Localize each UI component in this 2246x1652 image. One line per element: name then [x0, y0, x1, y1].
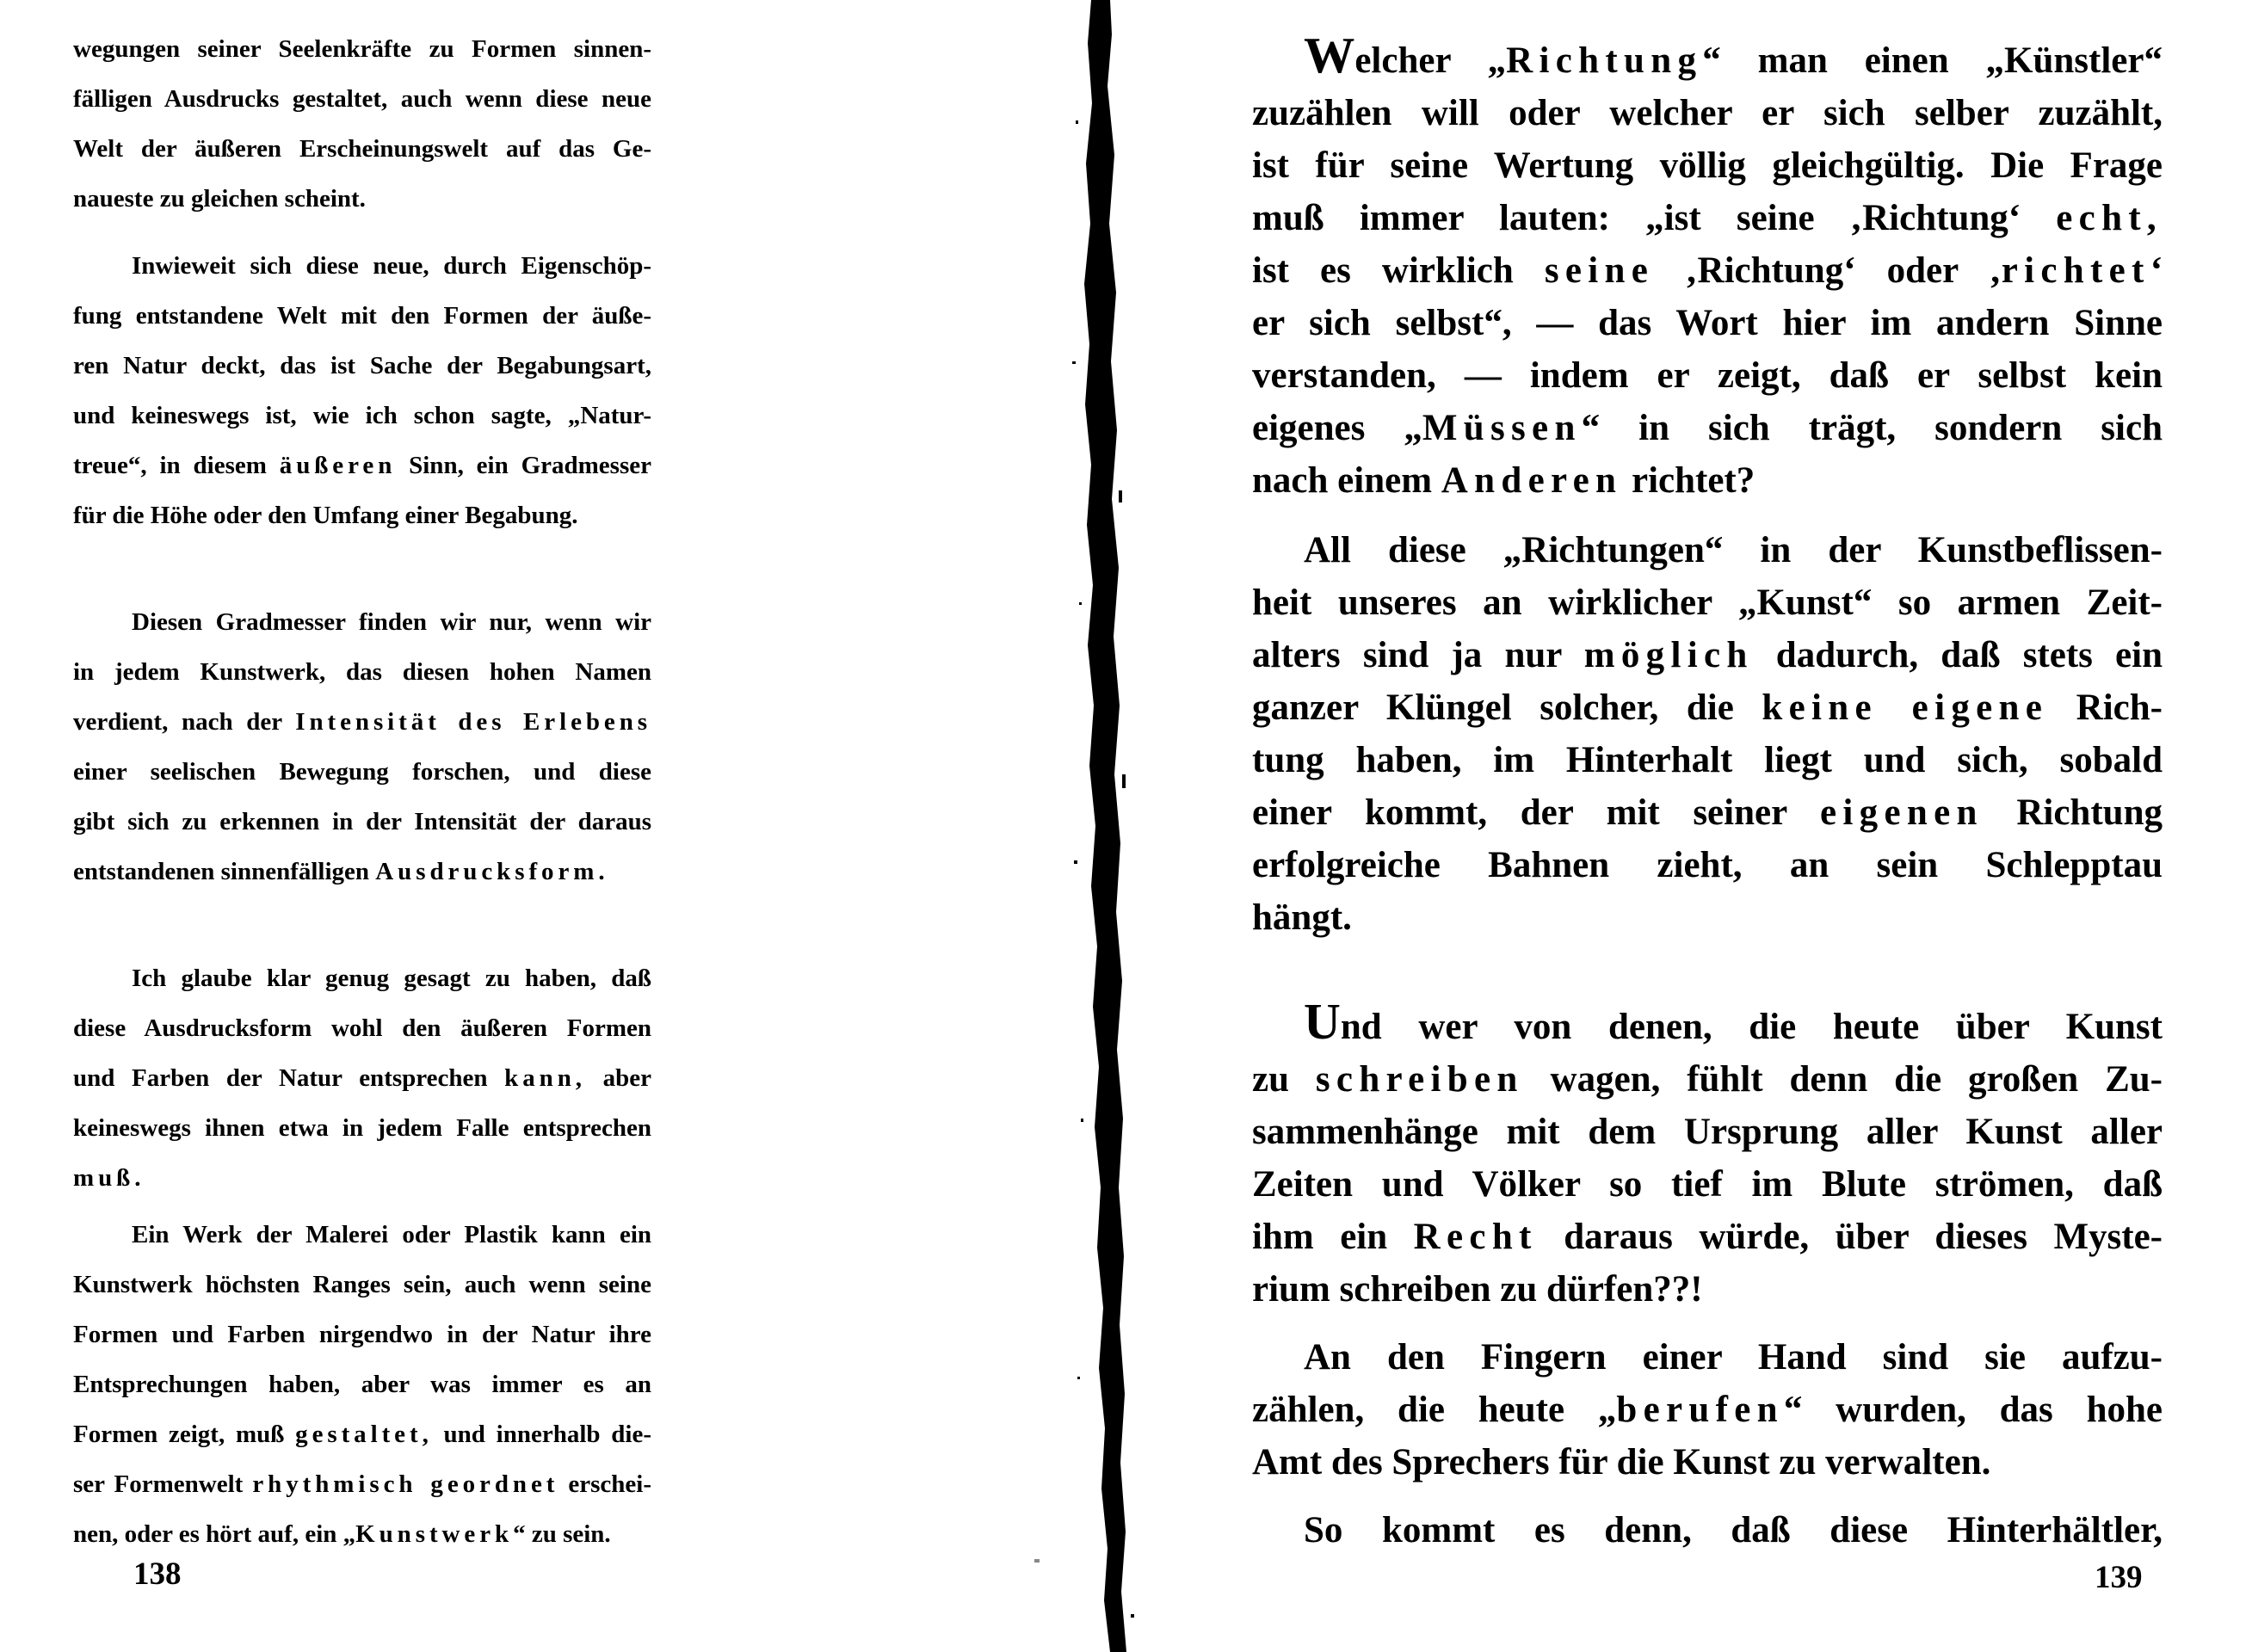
letterspaced-phrase: echt, [2056, 198, 2163, 238]
section-initial-capital: W [1304, 27, 1355, 83]
text-line: Entsprechungen haben, aber was immer es an [73, 1371, 651, 1398]
gutter-speck [1077, 1377, 1080, 1379]
book-gutter-shadow [1015, 0, 1188, 1652]
text-line: ihm ein Recht daraus würde, über dieses Myste- [1252, 1217, 2163, 1257]
letterspaced-phrase: muß. [73, 1164, 145, 1192]
text-line: in jedem Kunstwerk, das diesen hohen Namen [73, 658, 651, 686]
left-page [73, 24, 651, 1559]
text-line: naueste zu gleichen scheint. [73, 185, 366, 213]
text-line: Formen und Farben nirgendwo in der Natur ihre [73, 1321, 651, 1348]
letterspaced-phrase: keine eigene [1762, 687, 2049, 728]
letterspaced-phrase: möglich [1583, 635, 1754, 675]
text-line: An den Fingern einer Hand sind sie aufzu- [1304, 1337, 2163, 1378]
left-page-number: 138 [133, 1556, 182, 1592]
gutter-speck [1072, 361, 1076, 364]
text-line: er sich selbst“, — das Wort hier im andern Sinne [1252, 303, 2163, 343]
text-line: und keineswegs ist, wie ich schon sagte, „Natur- [73, 402, 651, 429]
paragraph [73, 24, 651, 224]
gutter-speck [1074, 860, 1077, 864]
text-line: muß immer lauten: „ist seine ‚Richtung‘ echt, [1252, 198, 2163, 238]
text-line: ganzer Klüngel solcher, die keine eigene Rich- [1252, 687, 2163, 728]
text-line: heit unseres an wirklicher „Kunst“ so armen Zeit- [1252, 583, 2163, 623]
text-line: fälligen Ausdrucks gestaltet, auch wenn diese neue [73, 85, 651, 113]
text-line: All diese „Richtungen“ in der Kunstbeflissen- [1304, 530, 2163, 570]
text-line [73, 1153, 651, 1203]
text-line: ren Natur deckt, das ist Sache der Begabungsart, [73, 352, 651, 379]
letterspaced-phrase: seine [1544, 250, 1655, 291]
letterspaced-phrase: Anderen [1441, 460, 1623, 501]
text-line: verdient, nach der Intensität des Erlebens [73, 708, 651, 736]
paragraph [1252, 1331, 2163, 1489]
paragraph [1252, 993, 2163, 1316]
text-line: ist es wirklich seine ‚Richtung‘ oder ‚richtet‘ [1252, 250, 2163, 291]
letterspaced-phrase: eigenen [1820, 792, 1984, 833]
text-line: entstandenen sinnenfälligen Ausdrucksform. [73, 858, 609, 885]
letterspaced-phrase: Müssen [1422, 408, 1582, 448]
gutter-speck [1122, 774, 1126, 788]
text-line: gibt sich zu erkennen in der Intensität der daraus [73, 808, 651, 835]
section-initial-capital: U [1304, 993, 1341, 1050]
left-page-text-block [73, 24, 651, 1559]
gutter-speck [1034, 1559, 1040, 1563]
letterspaced-phrase: Richtung [1506, 40, 1703, 81]
text-line: erfolgreiche Bahnen zieht, an sein Schlepptau [1252, 845, 2163, 885]
paragraph [73, 1210, 651, 1559]
right-page-text-block [1252, 27, 2163, 1556]
text-line: Zeiten und Völker so tief im Blute strömen, daß [1252, 1164, 2163, 1205]
gutter-speck [1119, 490, 1122, 502]
text-line: ist für seine Wertung völlig gleichgültig. Die Frage [1252, 145, 2163, 186]
letterspaced-phrase: schreiben [1315, 1059, 1524, 1100]
text-line: nach einem Anderen richtet? [1252, 460, 1755, 501]
paragraph [1252, 524, 2163, 944]
letterspaced-phrase: Recht [1413, 1217, 1538, 1257]
text-line: Und wer von denen, die heute über Kunst [1304, 993, 2163, 1050]
text-line: diese Ausdrucksform wohl den äußeren Formen [73, 1014, 651, 1042]
letterspaced-phrase: Ausdrucksform. [375, 858, 609, 885]
text-line: einer kommt, der mit seiner eigenen Richtung [1252, 792, 2163, 833]
text-line: für die Höhe oder den Umfang einer Begabung. [73, 502, 578, 529]
text-line: eigenes „Müssen“ in sich trägt, sondern sich [1252, 408, 2163, 448]
letterspaced-phrase: äußeren [279, 452, 397, 479]
gutter-speck [1081, 1119, 1083, 1122]
text-line: zu schreiben wagen, fühlt denn die großen Zu- [1252, 1059, 2163, 1100]
letterspaced-phrase: gestaltet, [295, 1421, 433, 1448]
text-line: Diesen Gradmesser finden wir nur, wenn wir [132, 608, 651, 636]
text-line: verstanden, — indem er zeigt, daß er selbst kein [1252, 355, 2163, 396]
gutter-speck [1076, 120, 1078, 124]
text-line: nen, oder es hört auf, ein „Kunstwerk“ zu sein. [73, 1520, 611, 1548]
letterspaced-phrase: richtet [2001, 250, 2150, 291]
text-line: wegungen seiner Seelenkräfte zu Formen sinnen- [73, 35, 651, 63]
text-line: keineswegs ihnen etwa in jedem Falle entsprechen [73, 1114, 651, 1142]
text-line: zuzählen will oder welcher er sich selber zuzählt, [1252, 93, 2163, 133]
text-line: alters sind ja nur möglich dadurch, daß stets ein [1252, 635, 2163, 675]
paragraph [1252, 1504, 2163, 1556]
text-line: Formen zeigt, muß gestaltet, und innerhalb die- [73, 1421, 651, 1448]
text-line: Inwieweit sich diese neue, durch Eigenschöp- [132, 252, 651, 280]
letterspaced-phrase: berufen [1616, 1390, 1784, 1430]
text-line: Amt des Sprechers für die Kunst zu verwalten. [1252, 1442, 1991, 1482]
paragraph [73, 241, 651, 540]
right-page [1252, 27, 2163, 1556]
text-line: Ich glaube klar genug gesagt zu haben, daß [132, 965, 651, 992]
letterspaced-phrase: rhythmisch geordnet [252, 1470, 559, 1498]
text-line: einer seelischen Bewegung forschen, und diese [73, 758, 651, 786]
text-line: fung entstandene Welt mit den Formen der äuße- [73, 302, 651, 330]
text-line: Welcher „Richtung“ man einen „Künstler“ [1304, 27, 2163, 83]
letterspaced-phrase: kann, [504, 1064, 586, 1092]
text-line: ser Formenwelt rhythmisch geordnet erschei- [73, 1470, 652, 1498]
text-line: hängt. [1252, 897, 1352, 938]
letterspaced-phrase: Intensität des Erlebens [295, 708, 651, 736]
right-page-number: 139 [2095, 1560, 2143, 1595]
paragraph [73, 597, 651, 897]
paragraph [73, 953, 651, 1203]
text-line: tung haben, im Hinterhalt liegt und sich, sobald [1252, 740, 2163, 780]
text-line: So kommt es denn, daß diese Hinterhältler, [1304, 1510, 2163, 1550]
text-line: Ein Werk der Malerei oder Plastik kann ein [132, 1221, 651, 1248]
gutter-speck [1131, 1614, 1134, 1618]
text-line: Welt der äußeren Erscheinungswelt auf das Ge- [73, 135, 651, 163]
letterspaced-phrase: Kunstwerk [355, 1520, 514, 1548]
text-line: Kunstwerk höchsten Ranges sein, auch wenn seine [73, 1271, 651, 1298]
text-line: sammenhänge mit dem Ursprung aller Kunst aller [1252, 1112, 2163, 1152]
gutter-speck [1079, 602, 1082, 605]
text-line: und Farben der Natur entsprechen kann, aber [73, 1064, 651, 1092]
text-line: rium schreiben zu dürfen??! [1252, 1269, 1703, 1310]
text-line: treue“, in diesem äußeren Sinn, ein Gradmesser [73, 452, 651, 479]
text-line: zählen, die heute „berufen“ wurden, das hohe [1252, 1390, 2163, 1430]
paragraph [1252, 27, 2163, 507]
